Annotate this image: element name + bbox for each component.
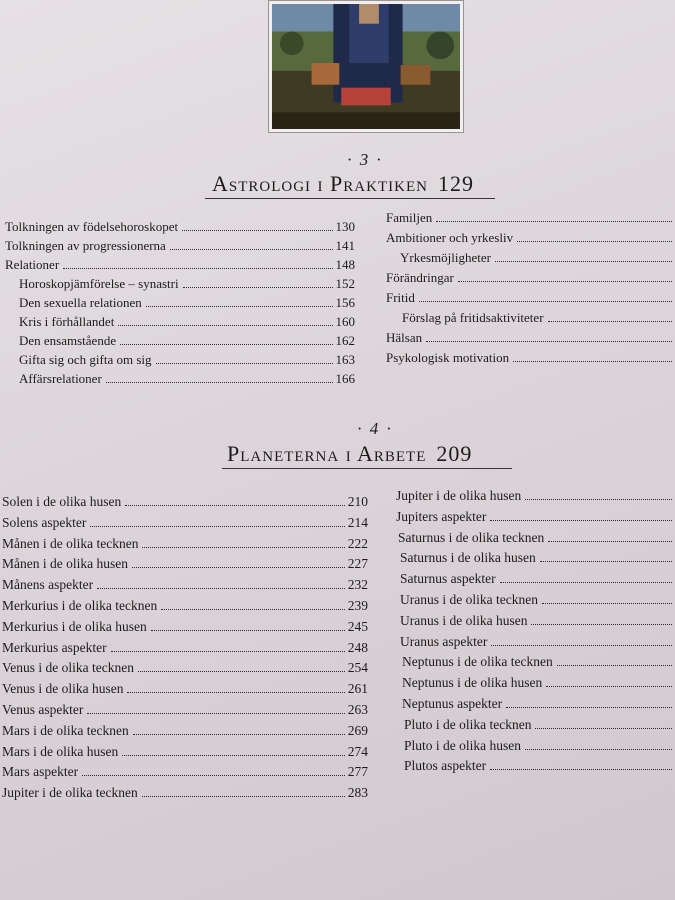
toc-entry (396, 550, 675, 566)
toc-entry (386, 270, 675, 286)
toc-leader-dots (90, 526, 344, 527)
toc-entry (386, 210, 675, 226)
toc-entry-title: Merkurius aspekter (2, 639, 107, 655)
toc-entry-page: 277 (347, 764, 368, 780)
toc-leader-dots (490, 769, 672, 770)
toc-leader-dots (156, 363, 333, 364)
toc-entry-title: Jupiter i de olika tecknen (2, 785, 138, 801)
toc-entry-title: Relationer (5, 257, 60, 272)
toc-leader-dots (546, 686, 672, 687)
toc-entry (396, 488, 675, 504)
toc-entry-title: Tolkningen av progressionerna (5, 238, 166, 253)
toc-entry-page: 163 (335, 352, 355, 367)
toc-leader-dots (525, 499, 672, 500)
section-3-left-column (5, 219, 355, 399)
toc-entry (396, 738, 675, 754)
toc-entry-page: 269 (347, 722, 368, 738)
toc-leader-dots (118, 325, 332, 326)
toc-entry-title: Pluto i de olika tecknen (404, 716, 532, 732)
toc-entry (2, 660, 368, 676)
toc-entry-page: 283 (347, 785, 368, 801)
toc-leader-dots (517, 241, 672, 242)
toc-leader-dots (436, 221, 672, 222)
toc-entry-title: Neptunus i de olika husen (402, 675, 543, 691)
toc-entry-title: Plutos aspekter (404, 758, 487, 774)
toc-entry-title: Jupiters aspekter (396, 508, 487, 524)
toc-entry-title: Uranus aspekter (400, 633, 488, 649)
toc-leader-dots (111, 651, 345, 652)
section-4-page: 209 (436, 441, 473, 466)
toc-entry-title: Psykologisk motivation (386, 350, 510, 365)
toc-entry-title: Månen i de olika husen (2, 556, 128, 572)
toc-entry-title: Den ensamstående (19, 333, 117, 348)
toc-entry (2, 556, 368, 572)
toc-leader-dots (490, 520, 672, 521)
toc-leader-dots (182, 230, 332, 231)
toc-entry-title: Ambitioner och yrkesliv (386, 230, 514, 245)
section-3-rule (205, 198, 495, 199)
toc-entry-title: Venus i de olika tecknen (2, 660, 134, 676)
toc-entry (2, 515, 368, 531)
toc-entry (2, 723, 368, 739)
section-3-heading (212, 171, 474, 197)
toc-entry (396, 613, 675, 629)
toc-entry (2, 536, 368, 552)
toc-entry (2, 785, 368, 801)
toc-leader-dots (97, 588, 345, 589)
toc-entry-title: Solen i de olika husen (2, 494, 122, 509)
toc-entry-title: Månen i de olika tecknen (2, 535, 139, 551)
toc-leader-dots (458, 281, 672, 282)
toc-entry-title: Mars aspekter (2, 764, 79, 780)
toc-leader-dots (125, 505, 345, 506)
section-4-heading (227, 441, 472, 467)
toc-entry-page: 210 (347, 494, 368, 509)
toc-leader-dots (122, 755, 345, 756)
toc-entry-title: Saturnus aspekter (400, 571, 496, 587)
toc-entry (396, 530, 675, 546)
toc-entry-title: Neptunus aspekter (402, 696, 503, 711)
toc-entry (2, 681, 368, 697)
toc-leader-dots (120, 344, 332, 345)
toc-entry-title: Saturnus i de olika husen (400, 550, 536, 566)
toc-entry (2, 577, 368, 593)
toc-entry (386, 290, 675, 306)
toc-leader-dots (500, 582, 672, 583)
toc-leader-dots (146, 306, 333, 307)
toc-leader-dots (557, 665, 672, 666)
toc-entry (396, 592, 675, 608)
toc-leader-dots (525, 749, 672, 750)
toc-entry (396, 696, 675, 712)
painting-image (272, 4, 460, 129)
toc-leader-dots (419, 301, 672, 302)
toc-leader-dots (513, 361, 672, 362)
toc-leader-dots (82, 775, 345, 776)
toc-leader-dots (132, 567, 345, 568)
toc-entry-page: 263 (347, 702, 368, 717)
toc-entry (386, 330, 675, 346)
section-4-right-column (396, 488, 675, 788)
toc-leader-dots (63, 268, 332, 269)
toc-entry-page: 274 (347, 743, 368, 759)
toc-leader-dots (495, 261, 672, 262)
toc-leader-dots (426, 341, 672, 342)
toc-entry (396, 571, 675, 587)
toc-leader-dots (548, 541, 672, 542)
toc-leader-dots (540, 561, 672, 562)
toc-entry-title: Kris i förhållandet (19, 314, 115, 329)
toc-entry-page: 261 (347, 681, 368, 697)
section-4-rule (222, 468, 512, 469)
section-3-page: 129 (437, 171, 474, 196)
section-3-right-column (386, 210, 675, 370)
toc-entry-title: Förslag på fritidsaktiviteter (402, 310, 544, 325)
toc-entry (5, 295, 355, 311)
toc-entry (386, 350, 675, 366)
toc-entry (5, 371, 355, 387)
toc-entry (396, 654, 675, 670)
toc-entry-title: Förändringar (386, 270, 454, 285)
toc-entry-title: Uranus i de olika husen (400, 612, 528, 628)
toc-entry (5, 276, 355, 292)
toc-leader-dots (106, 382, 333, 383)
toc-entry-title: Neptunus i de olika tecknen (402, 654, 553, 670)
toc-entry-title: Uranus i de olika tecknen (400, 592, 538, 607)
toc-entry-page: 248 (347, 639, 368, 655)
toc-leader-dots (161, 609, 345, 610)
toc-entry (396, 634, 675, 650)
toc-entry-title: Familjen (386, 210, 433, 225)
toc-entry-title: Pluto i de olika husen (404, 737, 521, 753)
section-3-number: · 3 · (347, 150, 383, 169)
toc-entry-page: 148 (335, 257, 355, 272)
toc-entry (5, 333, 355, 349)
toc-entry-title: Solens aspekter (2, 514, 87, 530)
toc-leader-dots (142, 796, 345, 797)
toc-entry-page: 245 (347, 618, 368, 634)
toc-entry (396, 717, 675, 733)
toc-entry (5, 219, 355, 235)
section-4-left-column (2, 494, 368, 814)
toc-entry (2, 598, 368, 614)
toc-entry (2, 744, 368, 760)
toc-leader-dots (151, 630, 345, 631)
toc-leader-dots (535, 728, 672, 729)
toc-leader-dots (183, 287, 333, 288)
toc-entry-title: Fritid (386, 290, 415, 305)
toc-leader-dots (138, 671, 345, 672)
toc-entry-title: Gifta sig och gifta om sig (19, 352, 152, 367)
toc-entry (396, 758, 675, 774)
toc-entry-title: Mars i de olika husen (2, 743, 119, 759)
toc-entry-title: Merkurius i de olika husen (2, 618, 147, 634)
toc-entry-page: 162 (335, 333, 355, 348)
toc-entry (5, 352, 355, 368)
section-4-title: Planeterna i Arbete (227, 441, 427, 466)
toc-entry-title: Hälsan (386, 330, 423, 345)
toc-entry-page: 152 (335, 276, 355, 291)
toc-entry-page: 141 (335, 238, 355, 253)
book-illustration (268, 0, 464, 133)
toc-entry-title: Venus i de olika husen (2, 681, 124, 697)
toc-entry (2, 702, 368, 718)
toc-entry-page: 227 (347, 556, 368, 572)
toc-entry-title: Tolkningen av födelsehoroskopet (5, 219, 179, 234)
toc-leader-dots (531, 624, 672, 625)
toc-leader-dots (548, 321, 672, 322)
toc-entry-page: 222 (347, 535, 368, 551)
toc-entry-title: Venus aspekter (2, 702, 84, 717)
toc-entry (5, 238, 355, 254)
toc-entry-title: Den sexuella relationen (19, 295, 142, 310)
toc-entry (386, 250, 675, 266)
toc-entry-title: Mars i de olika tecknen (2, 722, 129, 738)
toc-entry-title: Horoskopjämförelse – synastri (19, 276, 179, 291)
toc-leader-dots (133, 734, 345, 735)
section-3-title: Astrologi i Praktiken (212, 171, 428, 196)
toc-entry (5, 314, 355, 330)
toc-entry-title: Yrkesmöjligheter (400, 250, 491, 265)
toc-leader-dots (142, 547, 344, 548)
toc-entry-title: Månens aspekter (2, 577, 94, 593)
toc-entry-page: 254 (347, 660, 368, 676)
toc-entry (2, 619, 368, 635)
toc-entry (2, 764, 368, 780)
toc-entry-page: 232 (347, 577, 368, 593)
toc-entry-title: Saturnus i de olika tecknen (398, 529, 545, 545)
toc-entry-page: 160 (335, 314, 355, 329)
toc-leader-dots (87, 713, 344, 714)
toc-entry (2, 640, 368, 656)
toc-entry-title: Jupiter i de olika husen (396, 488, 522, 503)
toc-entry (2, 494, 368, 510)
toc-leader-dots (542, 603, 672, 604)
toc-entry (396, 509, 675, 525)
toc-entry (386, 230, 675, 246)
toc-entry-page: 214 (347, 514, 368, 530)
toc-entry (5, 257, 355, 273)
toc-entry (396, 675, 675, 691)
toc-entry-title: Merkurius i de olika tecknen (2, 598, 158, 613)
toc-entry-page: 239 (347, 598, 368, 613)
toc-entry (386, 310, 675, 326)
toc-leader-dots (127, 692, 344, 693)
toc-entry-page: 130 (335, 219, 355, 234)
section-4-number: · 4 · (357, 419, 393, 438)
toc-leader-dots (491, 645, 672, 646)
toc-entry-page: 166 (335, 371, 355, 386)
toc-entry-page: 156 (335, 295, 355, 310)
toc-leader-dots (170, 249, 333, 250)
toc-leader-dots (506, 707, 672, 708)
toc-entry-title: Affärsrelationer (19, 371, 102, 386)
